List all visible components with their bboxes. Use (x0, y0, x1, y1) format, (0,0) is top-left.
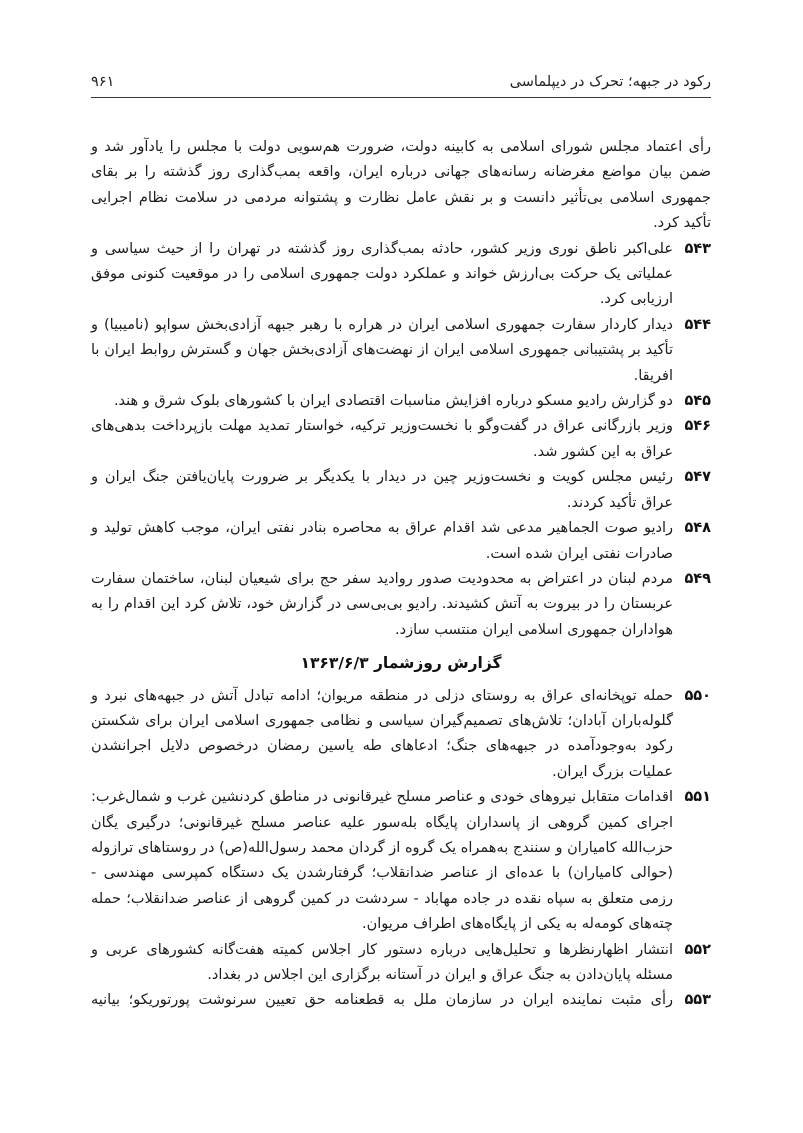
entry-list-after-heading (91, 684, 711, 1014)
chronology-entry (91, 938, 711, 989)
chronology-entry (91, 414, 711, 465)
entry-text: وزیر بازرگانی عراق در گفت‌وگو با نخست‌وزیر ترکیه، خواستار تمدید مهلت بازپرداخت بدهی‌های عراق به این کشور شد. (91, 418, 673, 460)
chronology-entry (91, 389, 711, 414)
entry-text: رأی مثبت نماینده ایران در سازمان ملل به قطعنامه حق تعیین سرنوشت پورتوریکو؛ بیانیه (91, 992, 673, 1009)
entry-number: ۵۴۵ (684, 393, 711, 410)
chronology-entry (91, 237, 711, 313)
running-head-title: رکود در جبهه؛ تحرک در دیپلماسی (509, 74, 711, 90)
page-header (91, 74, 711, 98)
chronology-entry (91, 516, 711, 567)
section-heading: گزارش روزشمار ۱۳۶۳/۶/۳ (300, 654, 502, 673)
entry-number: ۵۴۸ (684, 520, 711, 537)
chronology-entry (91, 465, 711, 516)
entry-text: رادیو صوت الجماهیر مدعی شد اقدام عراق به محاصره بنادر نفتی ایران، موجب کاهش تولید و صادرات نفتی ایران شده است. (91, 520, 673, 562)
entry-text: دیدار کاردار سفارت جمهوری اسلامی ایران در هراره با رهبر جبهه آزادی‌بخش سواپو (نامیبیا) و تأکید بر پشتیبانی جمهوری اسلامی ایران از نهضت‌های آزادی‌بخش جهان و گسترش روابط ایران با افریقا. (91, 316, 673, 384)
entry-text: اقدامات متقابل نیروهای خودی و عناصر مسلح غیرقانونی در مناطق کردنشین غرب و شمال‌غرب: اجرای کمین گروهی از پاسداران پایگاه بله‌سور علیه عناصر مسلح غیرقانونی؛ درگیری یگان حزب‌الله کامیاران و سنندج به‌همراه یک گروه از گردان محمد رسول‌الله(ص) در روستاهای ترازوله (حوالی کامیاران) با عده‌ای از عناصر ضدانقلاب؛ گرفتارشدن یک دستگاه کمپرسی مهندسی - رزمی متعلق به سپاه نقده در جاده مهاباد - سردشت در کمین گروهی از عناصر ضدانقلاب؛ حمله چته‌های کومه‌له به یکی از پایگاه‌های اطراف مریوان. (91, 789, 673, 933)
entry-number: ۵۵۱ (684, 789, 711, 806)
chronology-entry (91, 988, 711, 1013)
entry-text: دو گزارش رادیو مسکو درباره افزایش مناسبات اقتصادی ایران با کشورهای بلوک شرق و هند. (113, 393, 673, 410)
entry-number: ۵۴۷ (684, 469, 711, 486)
entry-text: حمله توپخانه‌ای عراق به روستای دزلی در منطقه مریوان؛ ادامه تبادل آتش در جبهه‌های نبرد و گلوله‌باران آبادان؛ تلاش‌های تصمیم‌گیران سیاسی و نظامی جمهوری اسلامی ایران برای شکستن رکود به‌وجودآمده در جبهه‌های جنگ؛ ادعاهای طه یاسین رمضان درخصوص دلایل اجرانشدن عملیات بزرگ ایران. (91, 687, 673, 780)
entry-list-before-heading (91, 237, 711, 644)
entry-number: ۵۵۳ (684, 992, 711, 1009)
chronology-entry (91, 313, 711, 389)
entry-text: انتشار اظهارنظرها و تحلیل‌هایی درباره دستور کار اجلاس کمیته هفت‌گانه کشورهای عربی و مسئله پایان‌دادن به جنگ عراق و ایران در آستانه برگزاری این اجلاس در بغداد. (91, 941, 673, 983)
chronology-entry (91, 684, 711, 786)
entry-text: علی‌اکبر ناطق نوری وزیر کشور، حادثه بمب‌گذاری روز گذشته در تهران را از حیث سیاسی و عملیاتی یک حرکت بی‌ارزش خواند و عملکرد دولت جمهوری اسلامی را در موقعیت کنونی موفق ارزیابی کرد. (91, 240, 673, 308)
entry-number: ۵۴۹ (684, 570, 711, 587)
page-number: ۹۶۱ (91, 74, 115, 90)
entry-number: ۵۴۳ (684, 240, 711, 257)
entry-number: ۵۴۶ (684, 418, 711, 435)
chronology-entry (91, 567, 711, 643)
page-content (91, 135, 711, 1014)
continuation-paragraph: رأی اعتماد مجلس شورای اسلامی به کابینه دولت، ضرورت هم‌سویی دولت با مجلس را یادآور شد و ضمن بیان مواضع مغرضانه رسانه‌های جهانی درباره ایران، واقعه بمب‌گذاری روز گذشته را بر بقای جمهوری اسلامی بی‌تأثیر دانست و بر نقش عامل نظارت و پشتوانه مردمی در سلامت نظام اجرایی تأکید کرد. (91, 139, 711, 232)
entry-number: ۵۴۴ (684, 316, 711, 333)
entry-number: ۵۵۰ (684, 687, 711, 704)
entry-text: رئیس مجلس کویت و نخست‌وزیر چین در دیدار با یکدیگر بر ضرورت پایان‌یافتن جنگ ایران و عراق تأکید کردند. (91, 469, 673, 511)
entry-text: مردم لبنان در اعتراض به محدودیت صدور روادید سفر حج برای شیعیان لبنان، ساختمان سفارت عربستان را در بیروت به آتش کشیدند. رادیو بی‌بی‌سی در گزارش خود، تلاش کرد این اقدام را به هواداران جمهوری اسلامی ایران منتسب سازد. (91, 570, 673, 638)
chronology-entry (91, 785, 711, 937)
entry-number: ۵۵۲ (684, 941, 711, 958)
